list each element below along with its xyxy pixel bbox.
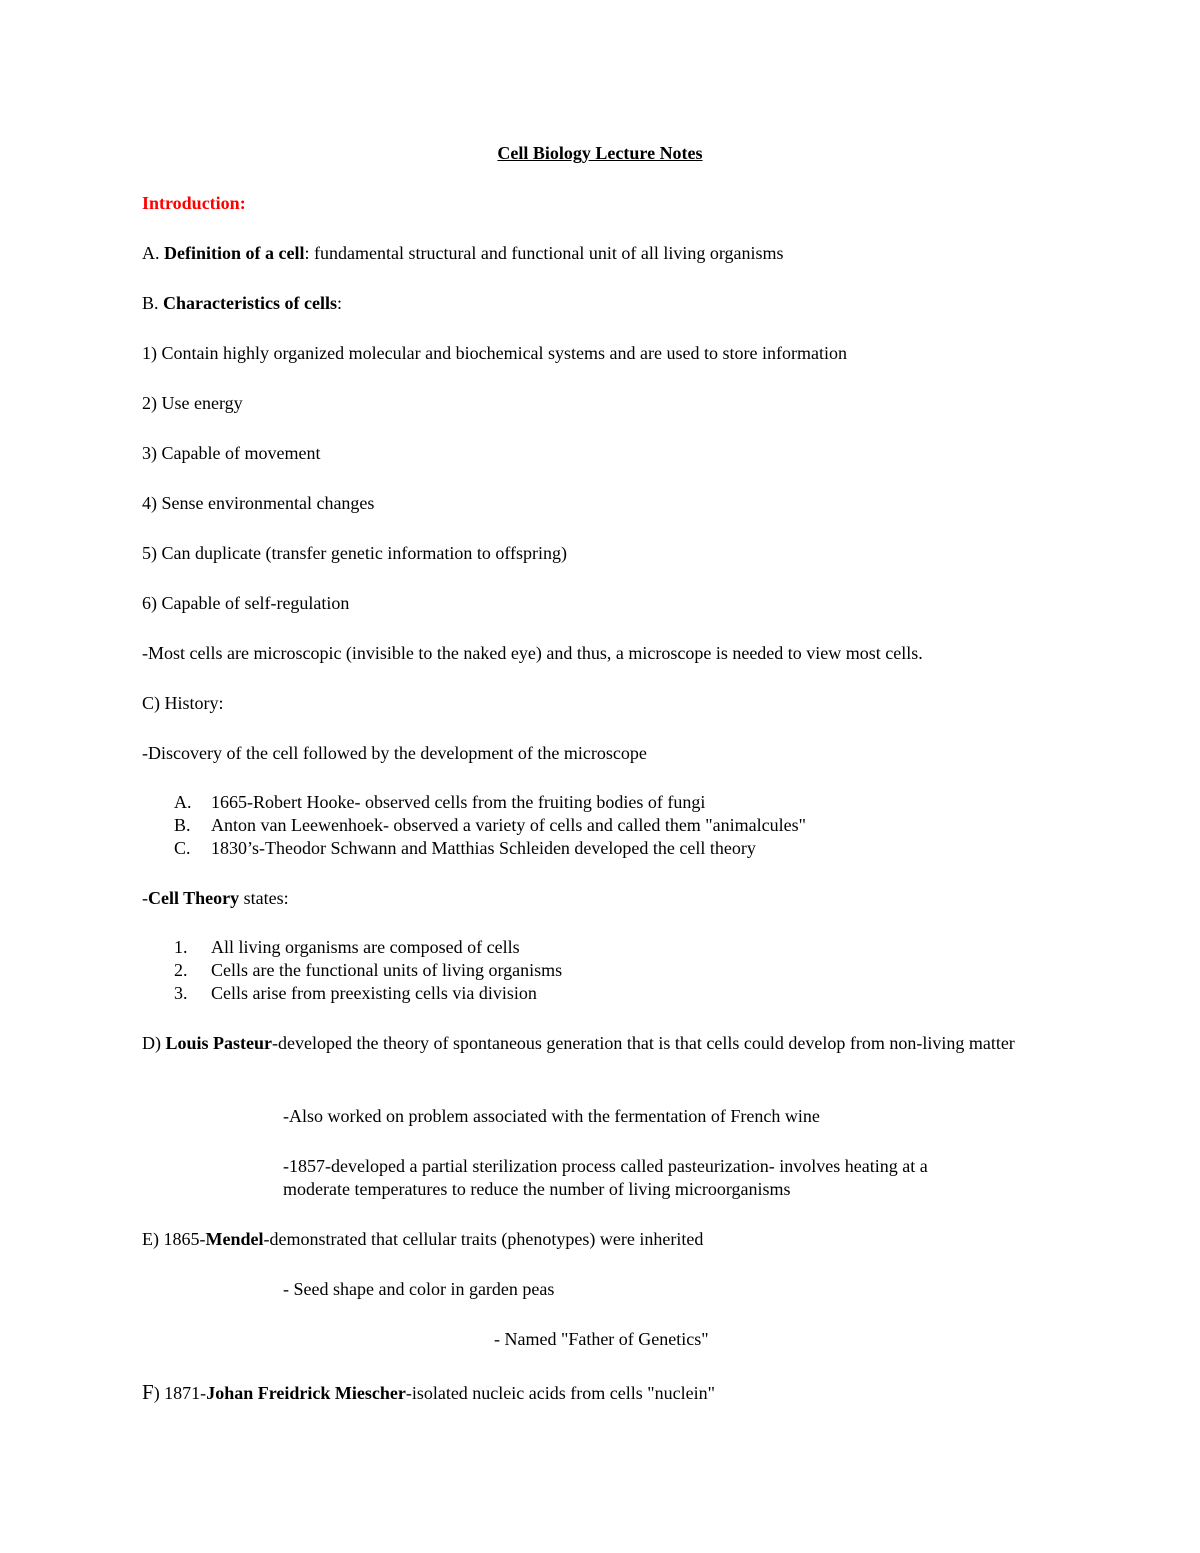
definition-text: : fundamental structural and functional unit of all living organisms [304,243,784,263]
characteristics-heading [142,292,342,314]
mendel-name: Mendel [205,1229,264,1249]
cell-theory-states: states: [239,888,289,908]
pasteur-prefix: D) [142,1033,166,1053]
characteristic-item: 3) Capable of movement [142,443,321,463]
cell-theory-heading [142,887,289,909]
mendel-note: - Named "Father of Genetics" [494,1329,709,1349]
list-marker: 3. [174,983,188,1003]
characteristics-term: Characteristics of cells [163,293,337,313]
cell-theory-dash: - [142,888,148,908]
miescher-line [142,1381,715,1404]
cell-theory-term: Cell Theory [148,888,240,908]
characteristic-item: 5) Can duplicate (transfer genetic information to offspring) [142,543,568,563]
list-text: Cells arise from preexisting cells via division [211,983,537,1003]
pasteur-text: -developed the theory of spontaneous generation that is that cells could develop from non-living matter [272,1033,1015,1053]
characteristic-item: 2) Use energy [142,393,243,413]
microscopic-note: -Most cells are microscopic (invisible to the naked eye) and thus, a microscope is needed to view most cells. [142,643,923,663]
miescher-name: Johan Freidrick Miescher [206,1383,406,1403]
miescher-text: -isolated nucleic acids from cells "nuclein" [405,1383,715,1403]
pasteur-paragraph [142,1032,1052,1054]
characteristics-prefix: B. [142,293,164,313]
list-marker: 1. [174,937,188,957]
characteristic-item: 1) Contain highly organized molecular and biochemical systems and are used to store information [142,343,847,363]
pasteur-name: Louis Pasteur [165,1033,273,1053]
history-note: -Discovery of the cell followed by the development of the microscope [142,743,647,763]
pasteur-note: -1857-developed a partial sterilization process called pasteurization- involves heating at a [283,1156,928,1176]
miescher-letter: F [142,1380,154,1404]
list-marker: A. [174,792,192,812]
mendel-line [142,1228,703,1250]
list-marker: C. [174,838,191,858]
definition-prefix: A. [142,243,164,263]
pasteur-note: moderate temperatures to reduce the number of living microorganisms [283,1179,791,1199]
list-text: 1830’s-Theodor Schwann and Matthias Schleiden developed the cell theory [211,838,756,858]
pasteur-note: -Also worked on problem associated with the fermentation of French wine [283,1106,820,1126]
history-heading: C) History: [142,693,224,713]
characteristic-item: 6) Capable of self-regulation [142,593,350,613]
mendel-note: - Seed shape and color in garden peas [283,1279,555,1299]
mendel-prefix: E) 1865- [142,1229,206,1249]
document-title: Cell Biology Lecture Notes [497,143,703,163]
list-marker: 2. [174,960,188,980]
characteristics-colon: : [336,293,342,313]
definition-line [142,242,784,264]
introduction-heading: Introduction: [142,193,246,213]
characteristic-item: 4) Sense environmental changes [142,493,375,513]
mendel-text: -demonstrated that cellular traits (phenotypes) were inherited [263,1229,704,1249]
definition-term: Definition of a cell [164,243,305,263]
list-marker: B. [174,815,191,835]
list-text: Cells are the functional units of living organisms [211,960,563,980]
list-text: Anton van Leewenhoek- observed a variety of cells and called them "animalcules" [211,815,806,835]
list-text: All living organisms are composed of cells [211,937,520,957]
list-text: 1665-Robert Hooke- observed cells from the fruiting bodies of fungi [211,792,706,812]
miescher-prefix: ) 1871- [153,1383,207,1403]
